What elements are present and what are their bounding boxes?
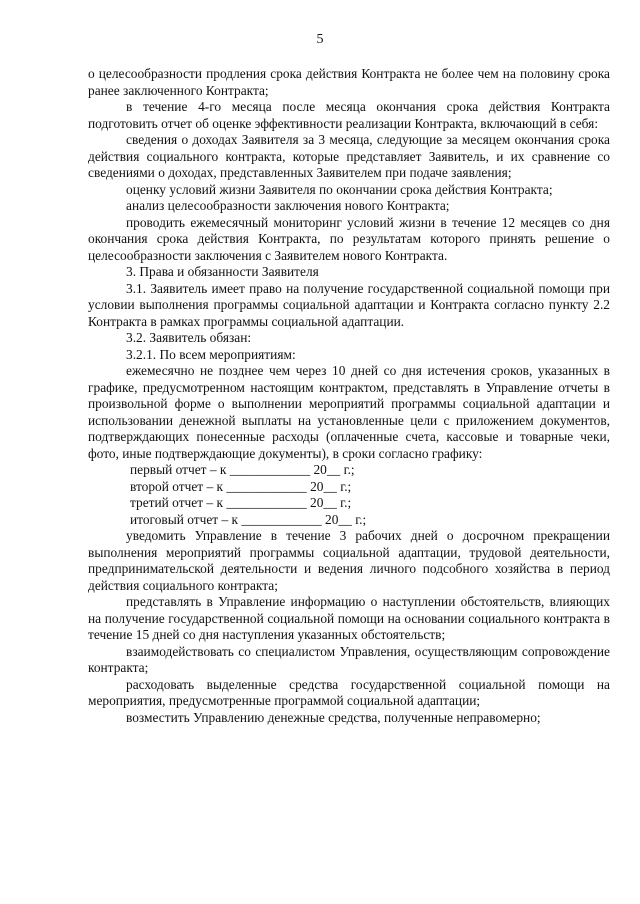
- paragraph: о целесообразности продления срока действия Контракта не более чем на половину срока ранее заключенного Контракта;: [88, 66, 610, 98]
- paragraph: оценку условий жизни Заявителя по окончании срока действия Контракта;: [126, 181, 553, 197]
- paragraph: представлять в Управление информацию о наступлении обстоятельств, влияющих на получение государственной социальной помощи на основании социального контракта в течение 15 дней со дня наступления указанных обстоятельств;: [88, 594, 610, 642]
- schedule-line: третий отчет – к ____________ 20__ г.;: [130, 495, 352, 510]
- paragraph: уведомить Управление в течение 3 рабочих дней о досрочном прекращении выполнения мероприятий программы социальной адаптации, трудовой деятельности, предпринимательской деятельности и ведения личного подсобного хозяйства в период действия социального контракта;: [88, 528, 610, 593]
- document-body: [88, 66, 610, 726]
- paragraph: в течение 4-го месяца после месяца окончания срока действия Контракта подготовить отчет об оценке эффективности реализации Контракта, включающий в себя:: [88, 99, 610, 131]
- section-heading: 3. Права и обязанности Заявителя: [126, 264, 319, 279]
- paragraph: возместить Управлению денежные средства, полученные неправомерно;: [126, 709, 541, 725]
- paragraph: взаимодействовать со специалистом Управления, осуществляющим сопровождение контракта;: [88, 643, 610, 675]
- schedule-line: второй отчет – к ____________ 20__ г.;: [130, 478, 352, 494]
- paragraph: 3.1. Заявитель имеет право на получение государственной социальной помощи при условии выполнения программы социальной адаптации и Контракта согласно пункту 2.2 Контракта в рамках программы социальной адаптации.: [88, 280, 610, 329]
- schedule-line: первый отчет – к ____________ 20__ г.;: [130, 462, 355, 477]
- schedule-line: итоговый отчет – к ____________ 20__ г.;: [130, 511, 367, 527]
- subsection-heading: 3.2.1. По всем мероприятиям:: [126, 346, 296, 362]
- paragraph: расходовать выделенные средства государственной социальной помощи на мероприятия, предусмотренные программой социальной адаптации;: [88, 676, 610, 708]
- subsection-heading: 3.2. Заявитель обязан:: [126, 330, 252, 345]
- page-number: 5: [316, 32, 324, 47]
- paragraph: ежемесячно не позднее чем через 10 дней со дня истечения сроков, указанных в графике, предусмотренном настоящим контрактом, представлять в Управление отчеты в произвольной форме о выполнении мероприятий программы социальной адаптации и использовании денежной выплаты на установленные цели с приложением документов, подтверждающих понесенные расходы (оплаченные счета, кассовые и товарные чеки, фото, иные подтверждающие документы), в сроки согласно графику:: [88, 363, 610, 461]
- paragraph: анализ целесообразности заключения нового Контракта;: [126, 198, 450, 213]
- paragraph: сведения о доходах Заявителя за 3 месяца, следующие за месяцем окончания срока действия социального контракта, которые представляет Заявитель, и их сравнение со сведениями о доходах, представленных Заявителем при подаче заявления;: [88, 132, 610, 180]
- paragraph: проводить ежемесячный мониторинг условий жизни в течение 12 месяцев со дня окончания срока действия Контракта, по результатам которого принять решение о целесообразности заключения с Заявителем нового Контракта.: [88, 214, 610, 263]
